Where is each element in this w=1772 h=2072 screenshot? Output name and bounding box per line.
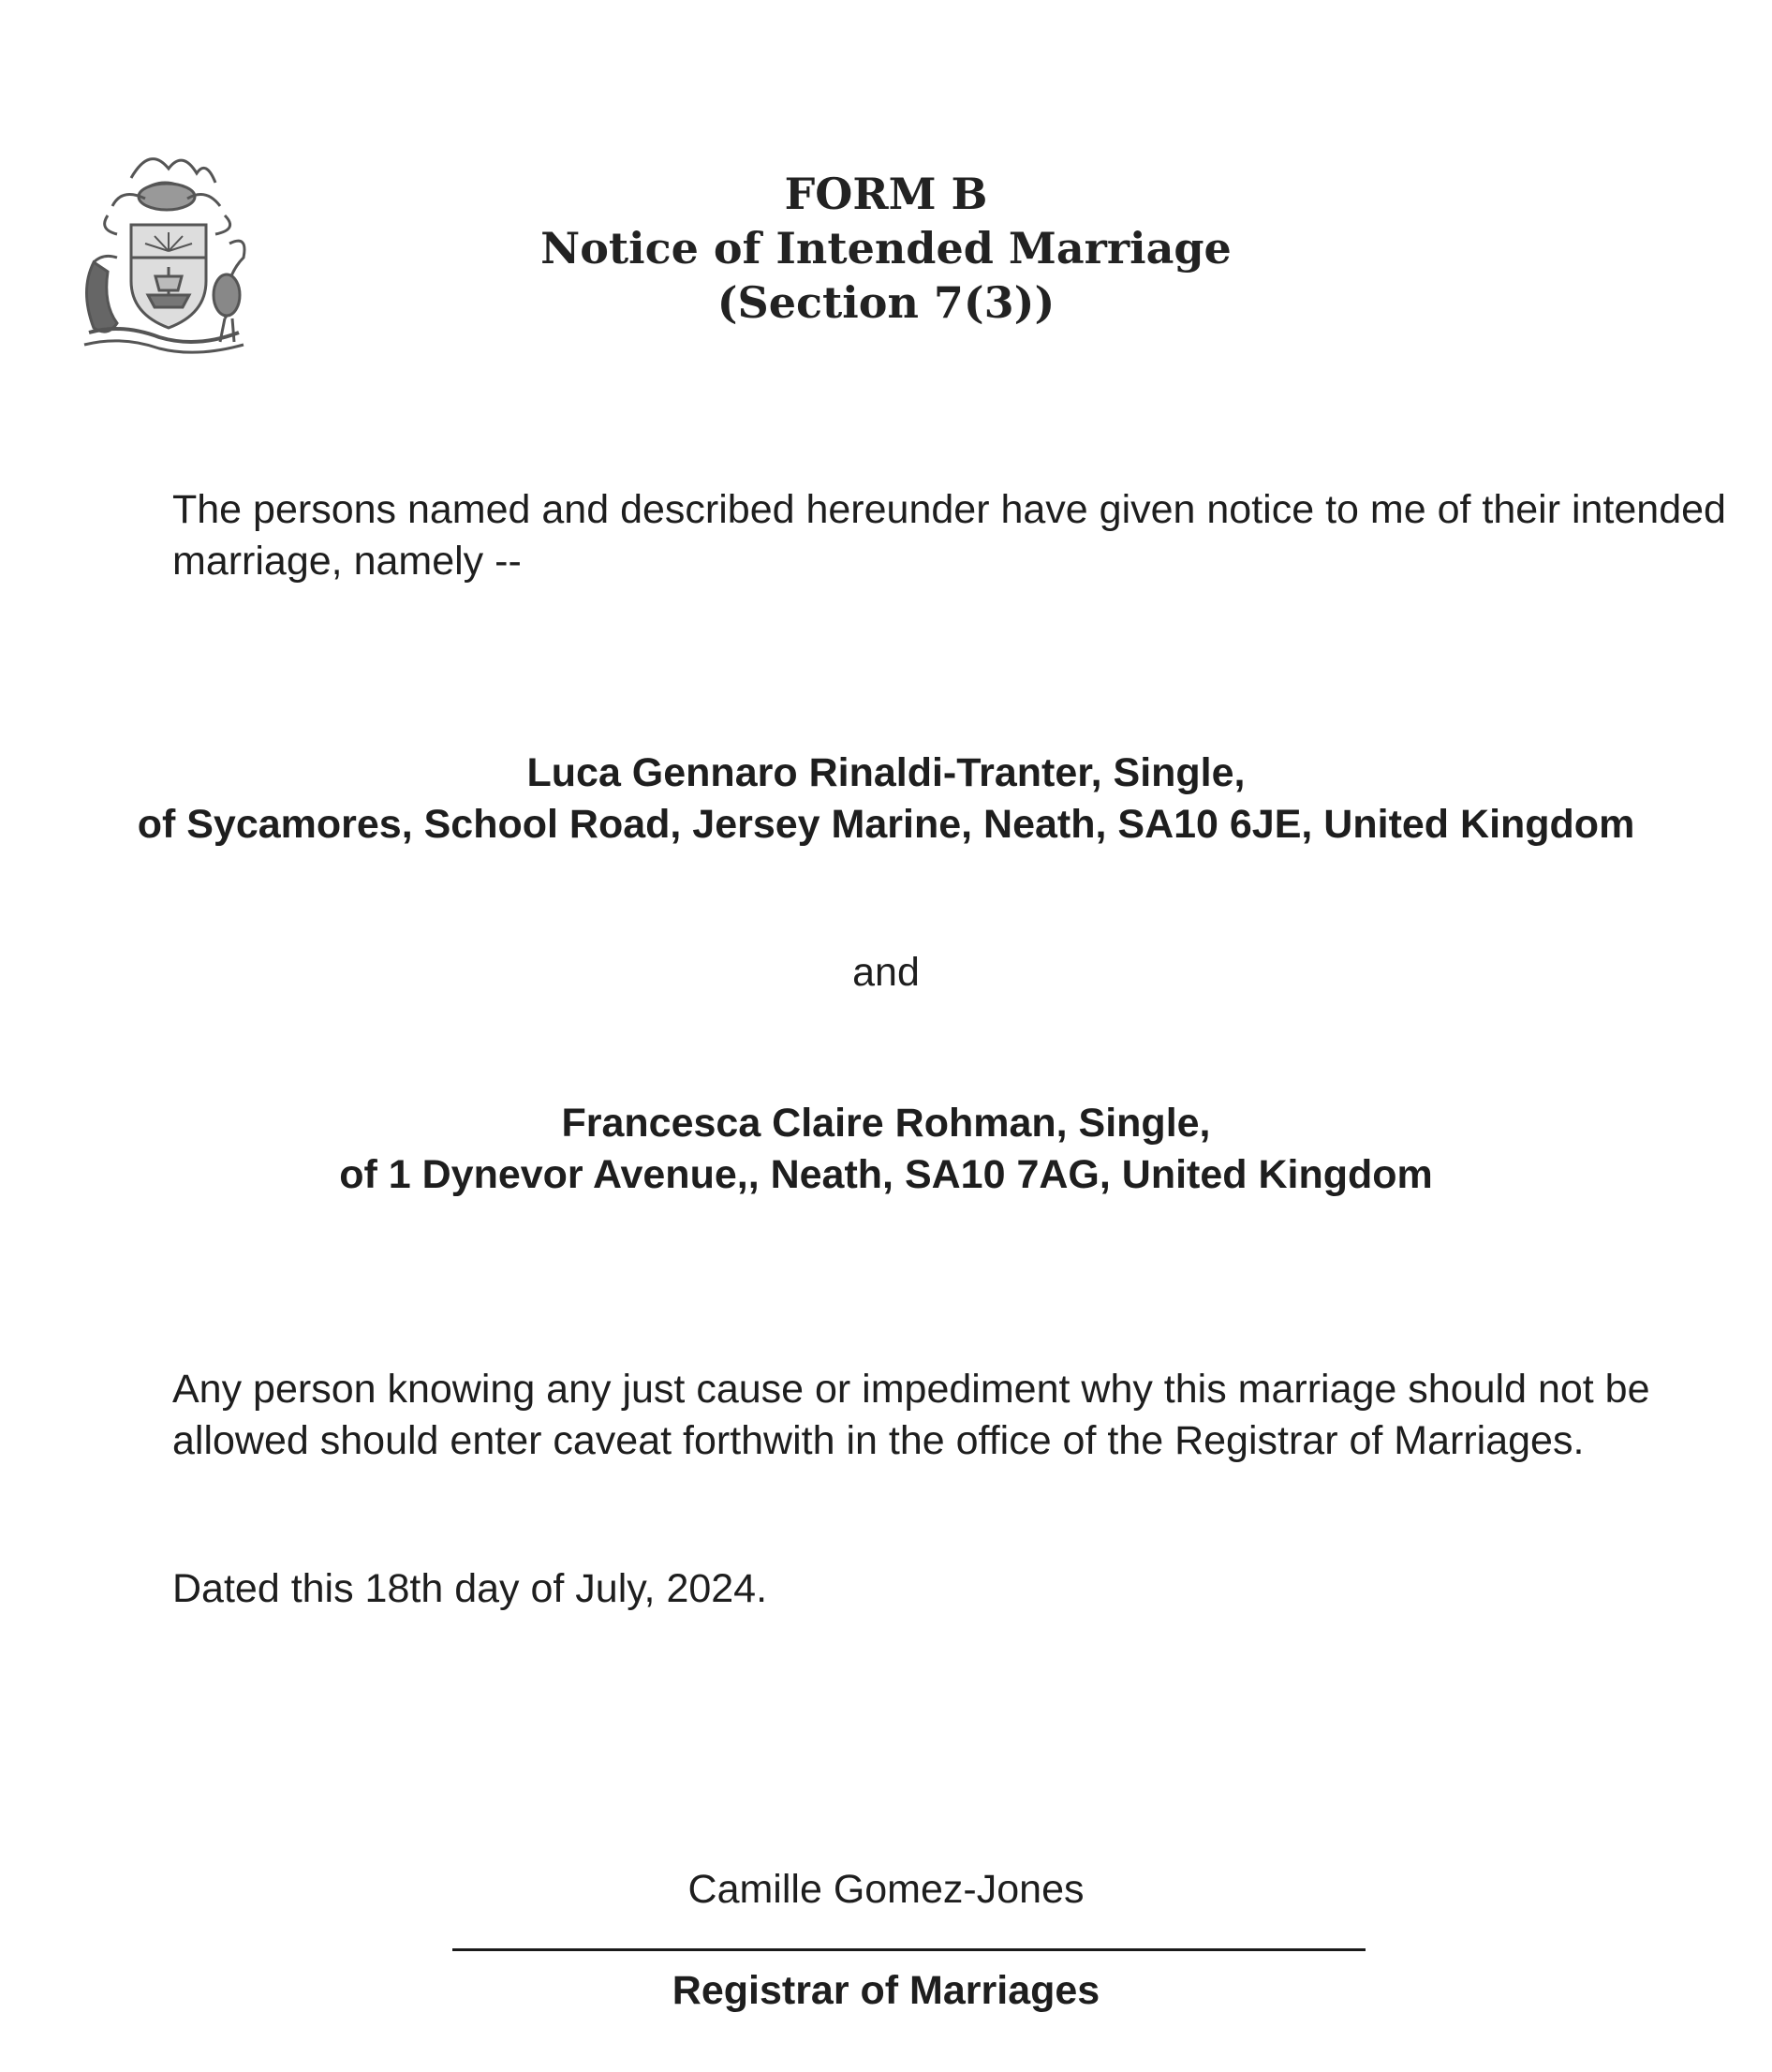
party-one-name: Luca Gennaro Rinaldi-Tranter, Single, — [526, 750, 1246, 795]
caveat-paragraph: Any person knowing any just cause or impediment why this marriage should not be allowed should enter caveat forthwith in the office of the Registrar of Marriages. — [172, 1367, 1650, 1463]
signature-line — [452, 1948, 1366, 1951]
party-one-address: of Sycamores, School Road, Jersey Marine, Neath, SA10 6JE, United Kingdom — [137, 802, 1635, 847]
form-label: FORM B — [784, 169, 988, 219]
dated-line: Dated this 18th day of July, 2024. — [172, 1566, 768, 1611]
signatory-name: Camille Gomez-Jones — [687, 1867, 1085, 1912]
intro-paragraph: The persons named and described hereunder have given notice to me of their intended marriage, namely -- — [172, 487, 1726, 584]
party-two-name: Francesca Claire Rohman, Single, — [561, 1101, 1211, 1146]
form-header — [0, 167, 1772, 330]
form-title: Notice of Intended Marriage — [540, 223, 1232, 274]
conjunction-text: and — [852, 950, 920, 995]
signatory-title: Registrar of Marriages — [672, 1968, 1100, 2013]
form-section: (Section 7(3)) — [716, 277, 1056, 328]
party-two-address: of 1 Dynevor Avenue,, Neath, SA10 7AG, United Kingdom — [339, 1152, 1433, 1197]
